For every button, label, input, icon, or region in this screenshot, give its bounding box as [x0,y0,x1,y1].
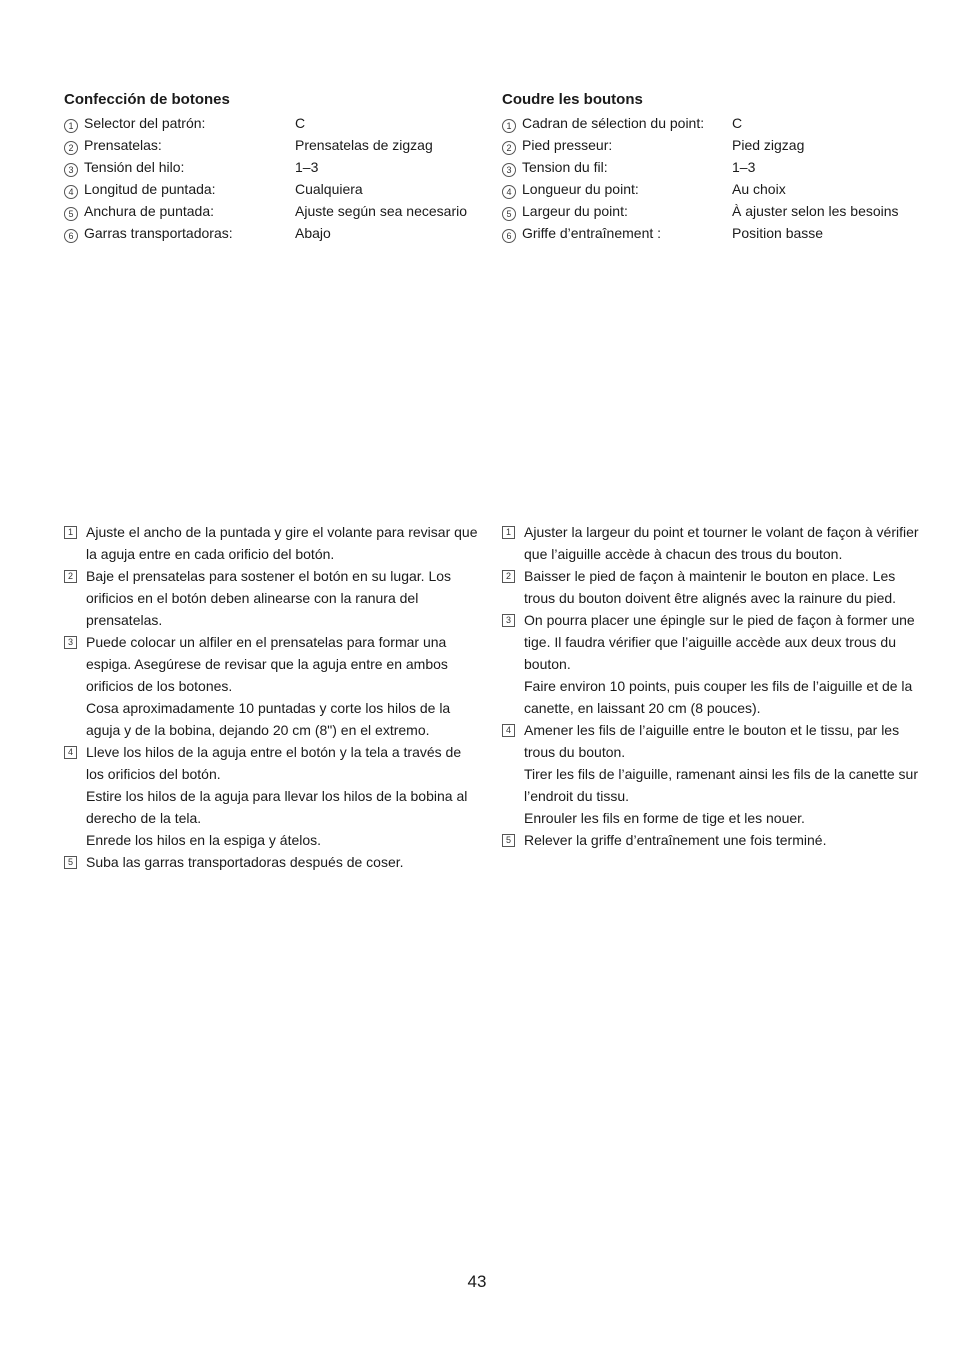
step-text: Faire environ 10 points, puis couper les fils de l’aiguille et de la canette, en laissant 20 cm (8 pouces). [524,678,913,716]
circled-number: 3 [64,163,78,177]
step-text: Baisser le pied de façon à maintenir le bouton en place. Les trous du bouton doivent être alignés avec la rainure du pied. [524,568,897,606]
circled-number: 1 [502,119,516,133]
step-item [64,631,482,741]
setting-row [502,200,899,222]
circled-number: 3 [502,163,516,177]
setting-row [502,222,899,244]
setting-label: Tensión del hilo: [84,159,185,175]
setting-label: Pied presseur: [522,137,613,153]
page-number: 43 [467,1272,487,1291]
circled-number: 1 [64,119,78,133]
heading-fr: Coudre les boutons [502,91,643,108]
step-item [64,565,482,631]
step-item [64,851,482,873]
boxed-number: 5 [64,856,77,869]
setting-value: Au choix [732,181,786,197]
circled-number: 6 [502,229,516,243]
setting-label: Longitud de puntada: [84,181,216,197]
steps-fr [502,521,922,851]
circled-number: 6 [64,229,78,243]
boxed-number: 3 [502,614,515,627]
boxed-number: 1 [502,526,515,539]
step-text: Suba las garras transportadoras después de coser. [86,854,404,870]
setting-value: C [295,115,306,131]
setting-value: Abajo [295,225,331,241]
step-text: Cosa aproximadamente 10 puntadas y corte los hilos de la aguja y de la bobina, dejando 20 cm (8") en el extremo. [86,700,451,738]
step-text: Relever la griffe d’entraînement une fois terminé. [524,832,827,848]
step-item [64,741,482,851]
setting-value: Prensatelas de zigzag [295,137,433,153]
setting-row [64,222,467,244]
step-text: Ajuster la largeur du point et tourner le volant de façon à vérifier que l’aiguille accède à chacun des trous du bouton. [524,524,919,562]
setting-label: Selector del patrón: [84,115,206,131]
boxed-number: 2 [64,570,77,583]
setting-label: Anchura de puntada: [84,203,214,219]
circled-number: 5 [64,207,78,221]
step-text: Enrede los hilos en la espiga y átelos. [86,832,322,848]
settings-fr [502,90,899,244]
setting-row [64,112,467,134]
setting-label: Prensatelas: [84,137,162,153]
setting-row [64,178,467,200]
boxed-number: 3 [64,636,77,649]
circled-number: 4 [502,185,516,199]
step-text: Lleve los hilos de la aguja entre el botón y la tela a través de los orificios del botón. [86,744,462,782]
step-item [502,829,922,851]
circled-number: 2 [502,141,516,155]
step-text: Ajuste el ancho de la puntada y gire el volante para revisar que la aguja entre en cada orificio del botón. [86,524,478,562]
step-text: Amener les fils de l’aiguille entre le bouton et le tissu, par les trous du bouton. [524,722,900,760]
setting-label: Largeur du point: [522,203,628,219]
boxed-number: 4 [502,724,515,737]
setting-label: Longueur du point: [522,181,639,197]
settings-table-fr [502,112,899,244]
setting-row [502,178,899,200]
setting-label: Cadran de sélection du point: [522,115,705,131]
step-text: Puede colocar un alfiler en el prensatelas para formar una espiga. Asegúrese de revisar que la aguja entre en ambos orificios de los botones. [86,634,448,694]
step-item [502,609,922,719]
setting-value: Ajuste según sea necesario [295,203,467,219]
setting-value: À ajuster selon les besoins [732,203,899,219]
setting-row [502,134,899,156]
setting-value: 1–3 [732,159,756,175]
setting-value: C [732,115,743,131]
setting-value: 1–3 [295,159,319,175]
setting-label: Tension du fil: [522,159,608,175]
circled-number: 5 [502,207,516,221]
boxed-number: 1 [64,526,77,539]
step-text: Enrouler les fils en forme de tige et les nouer. [524,810,805,826]
setting-value: Pied zigzag [732,137,805,153]
step-text: Tirer les fils de l’aiguille, ramenant ainsi les fils de la canette sur l’endroit du tissu. [524,766,918,804]
settings-table-es [64,112,467,244]
setting-row [64,200,467,222]
setting-label: Garras transportadoras: [84,225,233,241]
setting-row [502,156,899,178]
boxed-number: 2 [502,570,515,583]
step-text: Estire los hilos de la aguja para llevar los hilos de la bobina al derecho de la tela. [86,788,468,826]
setting-label: Griffe d’entraînement : [522,225,662,241]
step-item [502,719,922,829]
step-text: On pourra placer une épingle sur le pied de façon à former une tige. Il faudra vérifier que l’aiguille accède aux deux trous du bouton. [524,612,915,672]
circled-number: 2 [64,141,78,155]
step-text: Baje el prensatelas para sostener el botón en su lugar. Los orificios en el botón deben alinearse con la ranura del prensatelas. [86,568,452,628]
steps-es [64,521,482,873]
boxed-number: 5 [502,834,515,847]
boxed-number: 4 [64,746,77,759]
setting-value: Position basse [732,225,824,241]
circled-number: 4 [64,185,78,199]
setting-value: Cualquiera [295,181,363,197]
settings-es [64,90,467,244]
setting-row [64,134,467,156]
step-item [502,521,922,565]
heading-es: Confección de botones [64,91,230,108]
setting-row [502,112,899,134]
step-item [64,521,482,565]
step-item [502,565,922,609]
setting-row [64,156,467,178]
